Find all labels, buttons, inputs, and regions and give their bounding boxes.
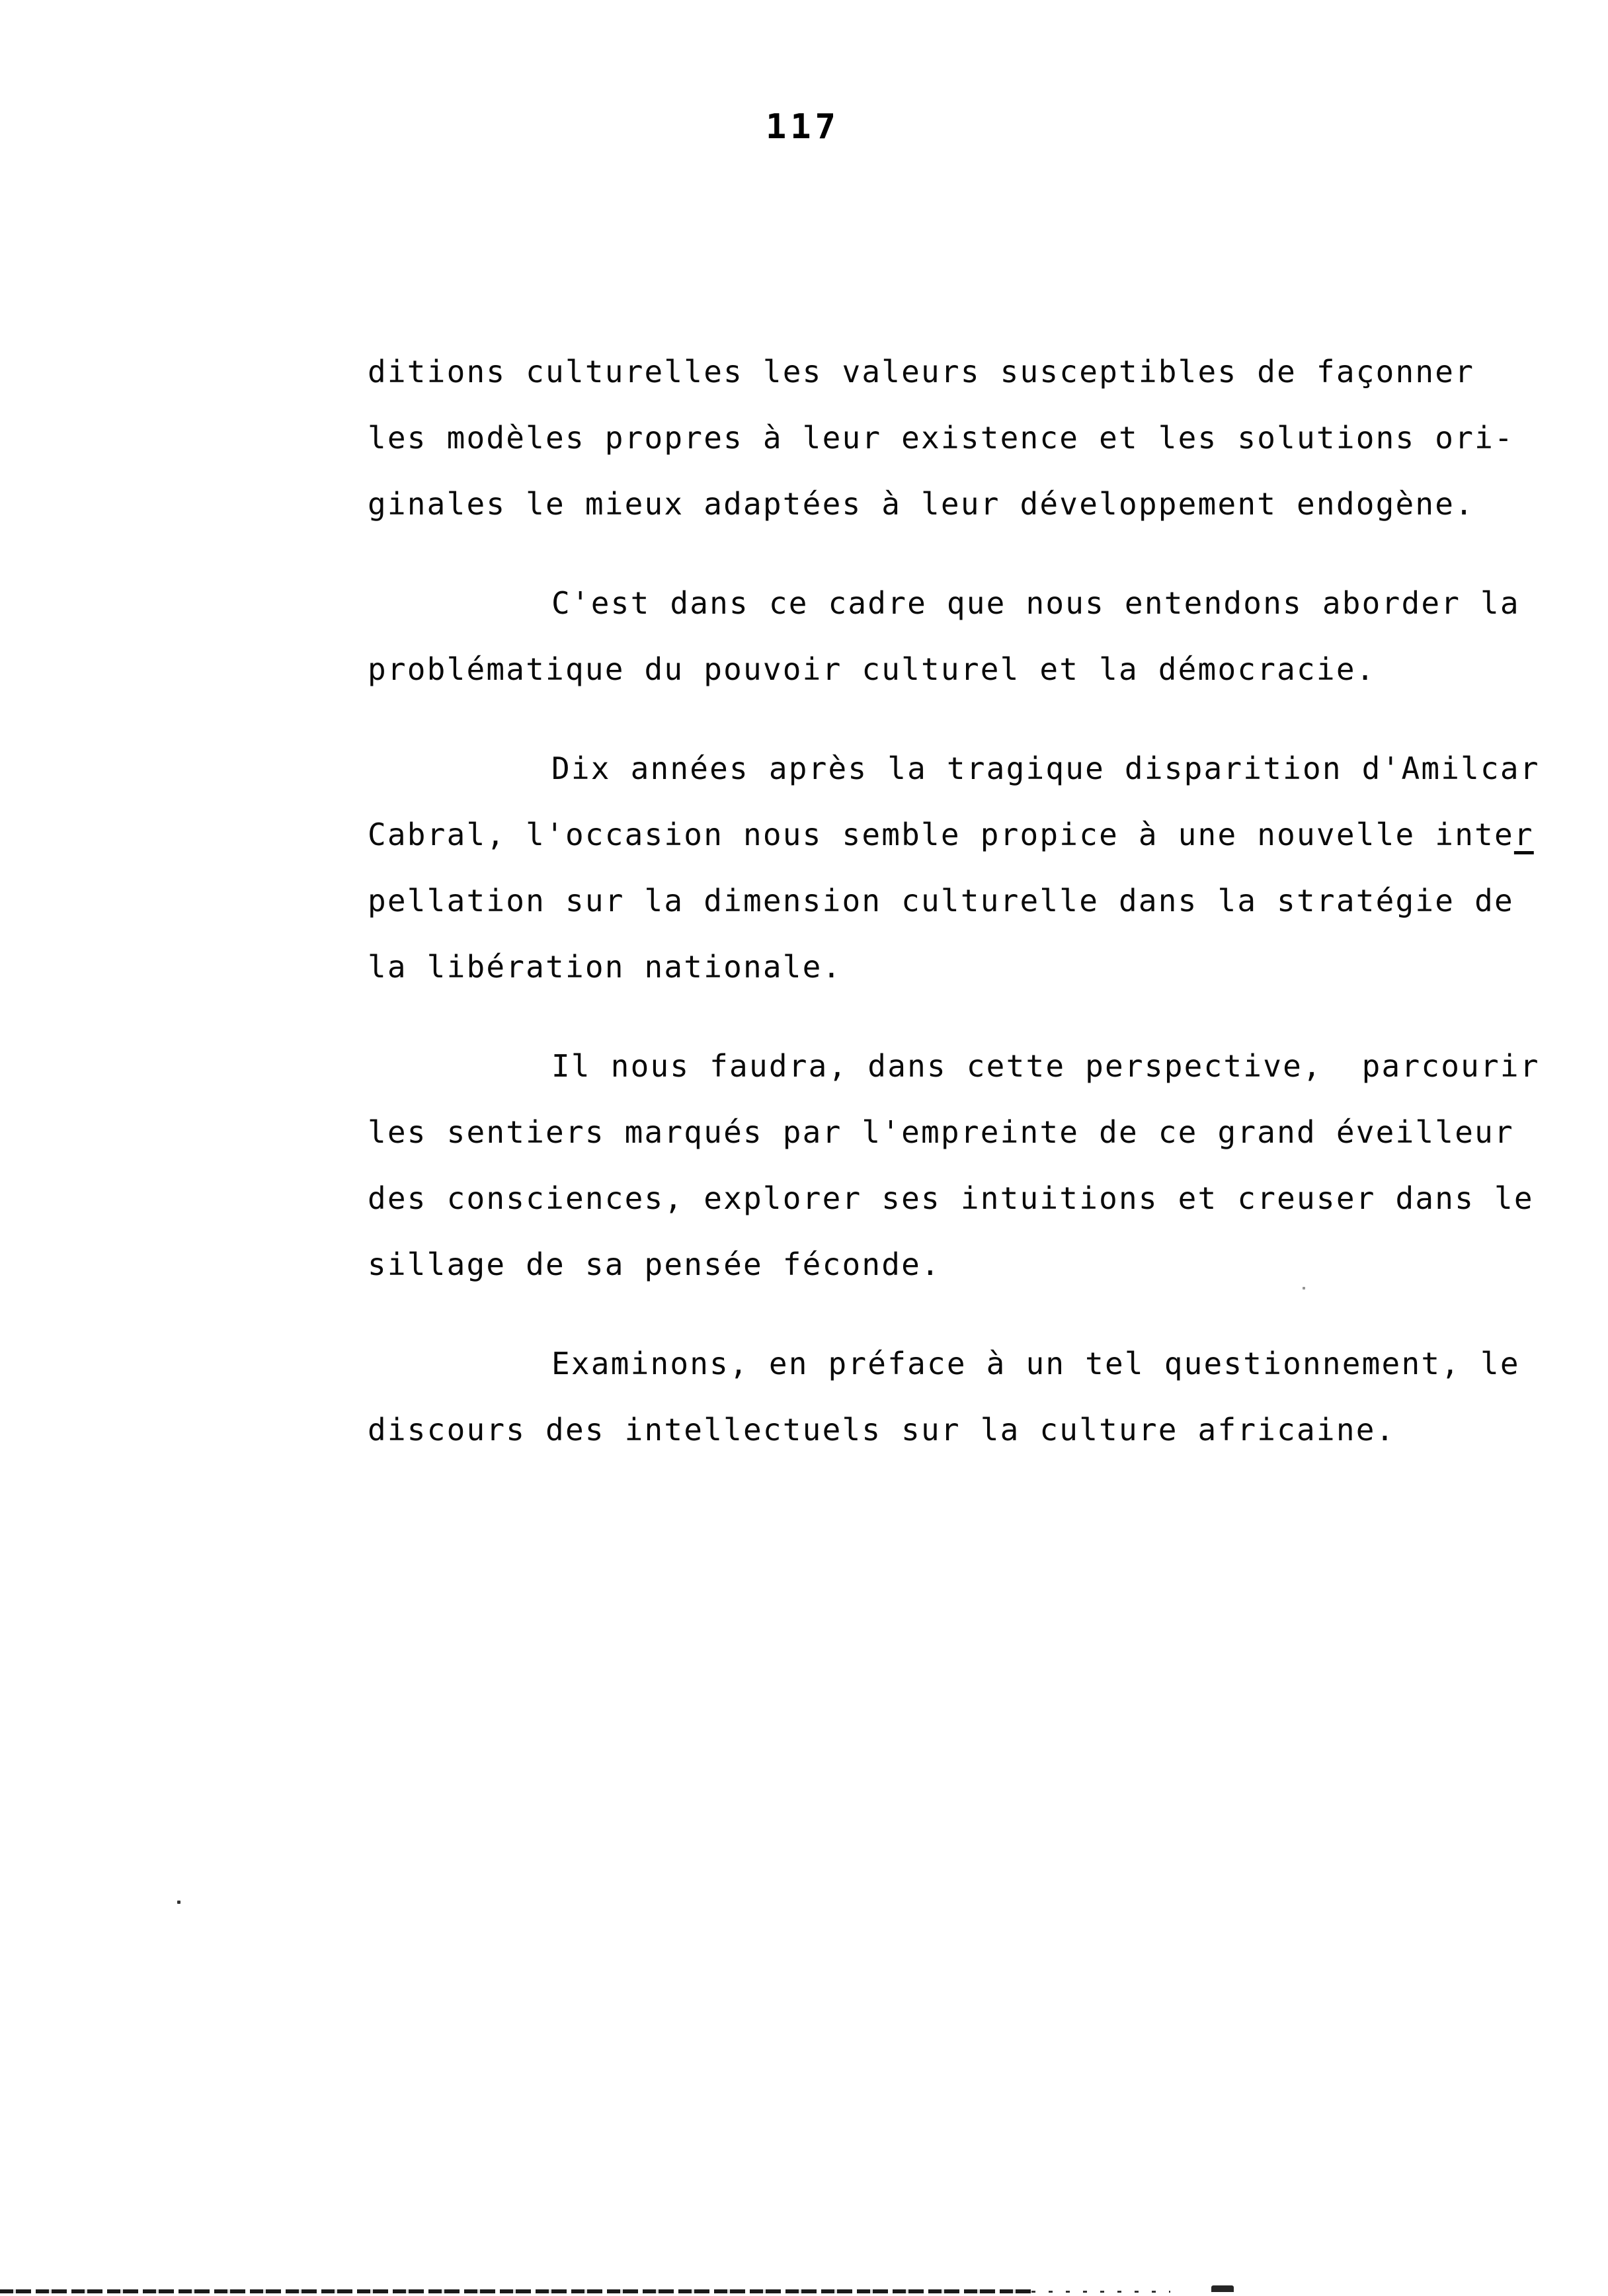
text-line: ginales le mieux adaptées à leur développement endogène. — [368, 486, 1475, 522]
scan-speck — [177, 1901, 181, 1904]
text-line: Dix années après la tragique disparition d'Amilcar — [551, 751, 1540, 786]
text-line: sillage de sa pensée féconde. — [368, 1247, 941, 1282]
text-line: Examinons, en préface à un tel questionnement, le — [551, 1346, 1520, 1381]
text-line: Il nous faudra, dans cette perspective, parcourir — [551, 1048, 1540, 1084]
page-number: 117 — [766, 107, 840, 147]
text-line: discours des intellectuels sur la culture africaine. — [368, 1412, 1396, 1448]
paragraph — [368, 1033, 1558, 1297]
text-line: C'est dans ce cadre que nous entendons aborder la — [551, 585, 1520, 621]
document-body — [368, 339, 1558, 1463]
text-line: la libération nationale. — [368, 949, 842, 985]
underlined-correction-char: r — [1513, 817, 1534, 852]
text-line: les sentiers marqués par l'empreinte de ce grand éveilleur — [368, 1114, 1514, 1150]
text-line: Cabral, l'occasion nous semble propice à une nouvelle inter — [368, 817, 1534, 852]
scan-speck — [1303, 1287, 1305, 1290]
scan-edge-artifact — [0, 2289, 1031, 2293]
text-line: pellation sur la dimension culturelle dans la stratégie de — [368, 883, 1514, 919]
scan-edge-artifact — [1211, 2285, 1234, 2292]
text-line: problématique du pouvoir culturel et la démocracie. — [368, 651, 1376, 687]
paragraph — [368, 1331, 1558, 1463]
text-line: des consciences, explorer ses intuitions et creuser dans le — [368, 1180, 1534, 1216]
paragraph — [368, 735, 1558, 1000]
scan-edge-artifact — [1031, 2291, 1170, 2293]
paragraph — [368, 339, 1558, 537]
text-line: les modèles propres à leur existence et les solutions ori- — [368, 420, 1514, 456]
paragraph — [368, 570, 1558, 702]
text-line: ditions culturelles les valeurs susceptibles de façonner — [368, 354, 1475, 390]
